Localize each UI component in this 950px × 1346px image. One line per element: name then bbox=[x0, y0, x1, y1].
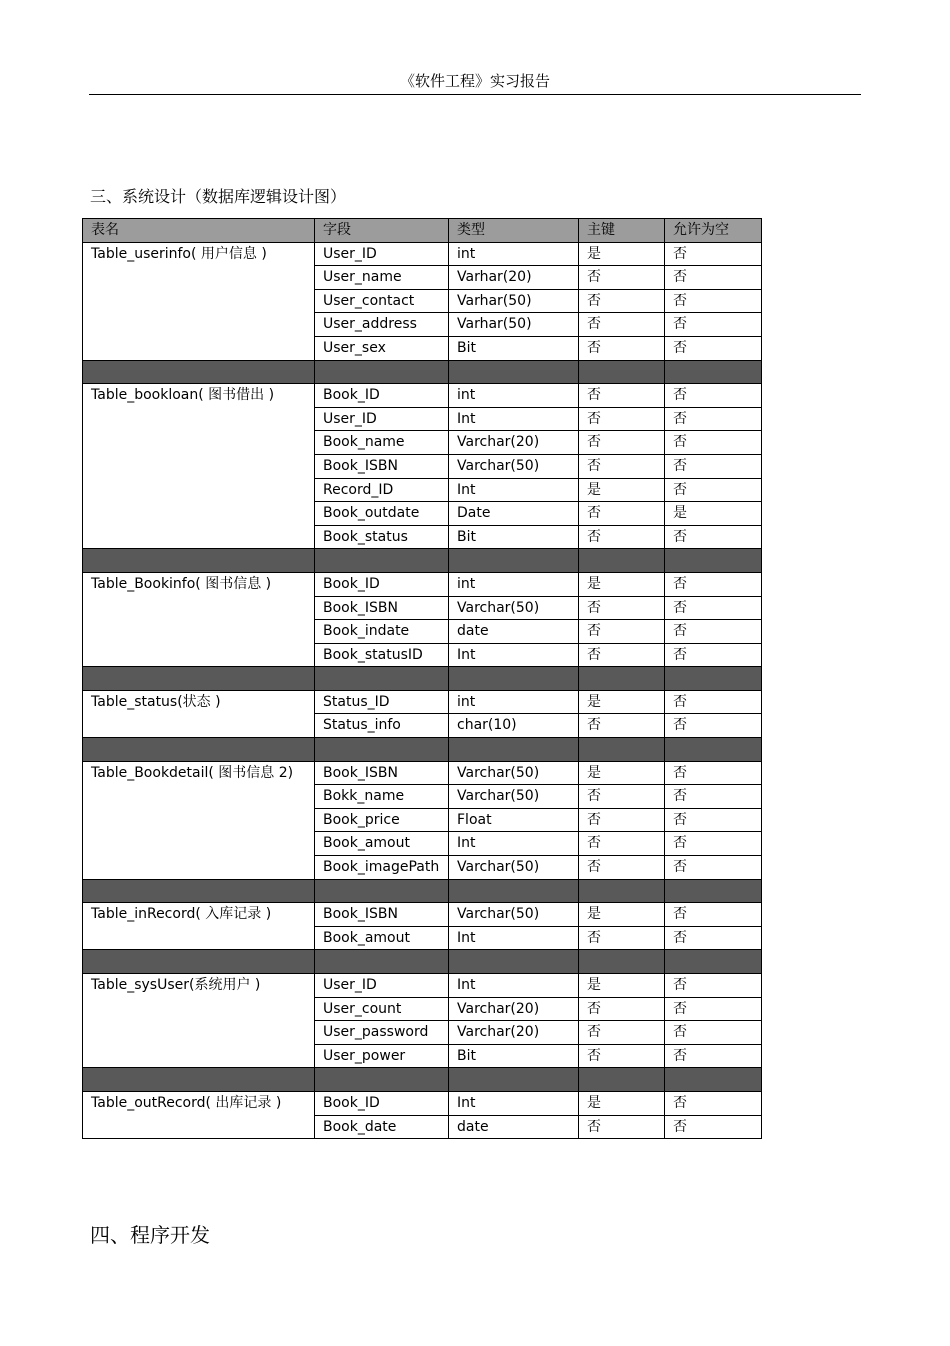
table-row bbox=[83, 572, 762, 596]
type-cell: date bbox=[449, 620, 579, 644]
primary-key-cell: 否 bbox=[579, 431, 665, 455]
primary-key-cell: 是 bbox=[579, 690, 665, 714]
field-cell: User_count bbox=[315, 997, 449, 1021]
type-cell: Int bbox=[449, 478, 579, 502]
table-name-cell: Table_outRecord( 出库记录 ) bbox=[83, 1091, 315, 1138]
type-cell: Int bbox=[449, 926, 579, 950]
section-title-system-design: 三、系统设计（数据库逻辑设计图） bbox=[90, 187, 347, 206]
nullable-cell: 否 bbox=[665, 1091, 762, 1115]
nullable-cell: 否 bbox=[665, 997, 762, 1021]
field-cell: Book_ID bbox=[315, 1091, 449, 1115]
separator-cell bbox=[315, 879, 449, 903]
field-cell: Book_price bbox=[315, 808, 449, 832]
table-separator-row bbox=[83, 1068, 762, 1092]
separator-cell bbox=[665, 360, 762, 384]
table-name-cell: Table_bookloan( 图书借出 ) bbox=[83, 384, 315, 549]
separator-cell bbox=[83, 950, 315, 974]
field-cell: Book_amout bbox=[315, 926, 449, 950]
primary-key-cell: 否 bbox=[579, 289, 665, 313]
primary-key-cell: 否 bbox=[579, 714, 665, 738]
nullable-cell: 否 bbox=[665, 266, 762, 290]
table-header-row bbox=[83, 219, 762, 243]
field-cell: User_sex bbox=[315, 336, 449, 360]
field-cell: Book_name bbox=[315, 431, 449, 455]
table-separator-row bbox=[83, 360, 762, 384]
table-row bbox=[83, 974, 762, 998]
separator-cell bbox=[83, 549, 315, 573]
separator-cell bbox=[579, 360, 665, 384]
field-cell: User_address bbox=[315, 313, 449, 337]
type-cell: int bbox=[449, 384, 579, 408]
primary-key-cell: 否 bbox=[579, 785, 665, 809]
nullable-cell: 否 bbox=[665, 714, 762, 738]
type-cell: Int bbox=[449, 643, 579, 667]
primary-key-cell: 否 bbox=[579, 808, 665, 832]
primary-key-cell: 否 bbox=[579, 502, 665, 526]
table-row bbox=[83, 761, 762, 785]
field-cell: Book_status bbox=[315, 525, 449, 549]
primary-key-cell: 否 bbox=[579, 596, 665, 620]
database-logic-table bbox=[82, 218, 762, 1139]
primary-key-cell: 否 bbox=[579, 997, 665, 1021]
separator-cell bbox=[83, 738, 315, 762]
table-name-cell: Table_userinfo( 用户信息 ) bbox=[83, 242, 315, 360]
table-separator-row bbox=[83, 738, 762, 762]
separator-cell bbox=[579, 667, 665, 691]
nullable-cell: 否 bbox=[665, 313, 762, 337]
table-row bbox=[83, 690, 762, 714]
separator-cell bbox=[449, 1068, 579, 1092]
separator-cell bbox=[83, 1068, 315, 1092]
primary-key-cell: 否 bbox=[579, 407, 665, 431]
field-cell: User_ID bbox=[315, 974, 449, 998]
table-separator-row bbox=[83, 879, 762, 903]
column-header-nullable: 允许为空 bbox=[665, 219, 762, 243]
nullable-cell: 否 bbox=[665, 454, 762, 478]
field-cell: Record_ID bbox=[315, 478, 449, 502]
type-cell: Varchar(50) bbox=[449, 761, 579, 785]
nullable-cell: 否 bbox=[665, 856, 762, 880]
separator-cell bbox=[665, 738, 762, 762]
type-cell: Date bbox=[449, 502, 579, 526]
nullable-cell: 否 bbox=[665, 926, 762, 950]
field-cell: Book_ISBN bbox=[315, 596, 449, 620]
nullable-cell: 否 bbox=[665, 596, 762, 620]
separator-cell bbox=[315, 950, 449, 974]
field-cell: User_ID bbox=[315, 407, 449, 431]
column-header-field: 字段 bbox=[315, 219, 449, 243]
separator-cell bbox=[665, 667, 762, 691]
nullable-cell: 否 bbox=[665, 407, 762, 431]
field-cell: User_power bbox=[315, 1044, 449, 1068]
type-cell: Varchar(50) bbox=[449, 785, 579, 809]
nullable-cell: 否 bbox=[665, 832, 762, 856]
field-cell: Book_ISBN bbox=[315, 903, 449, 927]
nullable-cell: 否 bbox=[665, 808, 762, 832]
field-cell: Book_ISBN bbox=[315, 761, 449, 785]
nullable-cell: 否 bbox=[665, 761, 762, 785]
separator-cell bbox=[315, 360, 449, 384]
column-header-primary-key: 主键 bbox=[579, 219, 665, 243]
separator-cell bbox=[579, 549, 665, 573]
field-cell: Book_ID bbox=[315, 384, 449, 408]
type-cell: Int bbox=[449, 1091, 579, 1115]
type-cell: int bbox=[449, 690, 579, 714]
separator-cell bbox=[579, 1068, 665, 1092]
nullable-cell: 否 bbox=[665, 572, 762, 596]
primary-key-cell: 否 bbox=[579, 620, 665, 644]
primary-key-cell: 是 bbox=[579, 1091, 665, 1115]
table-name-cell: Table_sysUser(系统用户 ) bbox=[83, 974, 315, 1068]
primary-key-cell: 否 bbox=[579, 856, 665, 880]
primary-key-cell: 是 bbox=[579, 761, 665, 785]
field-cell: Book_ID bbox=[315, 572, 449, 596]
primary-key-cell: 否 bbox=[579, 832, 665, 856]
separator-cell bbox=[83, 667, 315, 691]
type-cell: Varhar(50) bbox=[449, 289, 579, 313]
separator-cell bbox=[449, 879, 579, 903]
type-cell: int bbox=[449, 242, 579, 266]
table-separator-row bbox=[83, 950, 762, 974]
type-cell: int bbox=[449, 572, 579, 596]
header-divider bbox=[89, 94, 861, 95]
primary-key-cell: 否 bbox=[579, 1044, 665, 1068]
type-cell: char(10) bbox=[449, 714, 579, 738]
primary-key-cell: 否 bbox=[579, 266, 665, 290]
field-cell: Book_statusID bbox=[315, 643, 449, 667]
table-body bbox=[83, 242, 762, 1139]
primary-key-cell: 否 bbox=[579, 454, 665, 478]
nullable-cell: 否 bbox=[665, 1021, 762, 1045]
separator-cell bbox=[449, 667, 579, 691]
field-cell: Bokk_name bbox=[315, 785, 449, 809]
table-name-cell: Table_Bookdetail( 图书信息 2) bbox=[83, 761, 315, 879]
table-row bbox=[83, 384, 762, 408]
primary-key-cell: 是 bbox=[579, 242, 665, 266]
field-cell: Book_amout bbox=[315, 832, 449, 856]
primary-key-cell: 是 bbox=[579, 572, 665, 596]
field-cell: User_contact bbox=[315, 289, 449, 313]
separator-cell bbox=[83, 879, 315, 903]
primary-key-cell: 是 bbox=[579, 974, 665, 998]
separator-cell bbox=[449, 360, 579, 384]
type-cell: Int bbox=[449, 407, 579, 431]
type-cell: Varhar(20) bbox=[449, 266, 579, 290]
field-cell: Book_indate bbox=[315, 620, 449, 644]
type-cell: Varchar(20) bbox=[449, 997, 579, 1021]
table-separator-row bbox=[83, 549, 762, 573]
nullable-cell: 否 bbox=[665, 242, 762, 266]
separator-cell bbox=[665, 549, 762, 573]
nullable-cell: 否 bbox=[665, 785, 762, 809]
type-cell: Float bbox=[449, 808, 579, 832]
table-name-cell: Table_inRecord( 入库记录 ) bbox=[83, 903, 315, 950]
type-cell: date bbox=[449, 1115, 579, 1139]
nullable-cell: 否 bbox=[665, 336, 762, 360]
separator-cell bbox=[449, 738, 579, 762]
nullable-cell: 否 bbox=[665, 525, 762, 549]
primary-key-cell: 否 bbox=[579, 336, 665, 360]
nullable-cell: 否 bbox=[665, 384, 762, 408]
type-cell: Varhar(50) bbox=[449, 313, 579, 337]
primary-key-cell: 否 bbox=[579, 313, 665, 337]
separator-cell bbox=[665, 950, 762, 974]
field-cell: Book_imagePath bbox=[315, 856, 449, 880]
type-cell: Bit bbox=[449, 525, 579, 549]
primary-key-cell: 是 bbox=[579, 903, 665, 927]
separator-cell bbox=[579, 879, 665, 903]
separator-cell bbox=[315, 738, 449, 762]
column-header-type: 类型 bbox=[449, 219, 579, 243]
field-cell: User_password bbox=[315, 1021, 449, 1045]
nullable-cell: 否 bbox=[665, 620, 762, 644]
nullable-cell: 否 bbox=[665, 289, 762, 313]
type-cell: Varchar(50) bbox=[449, 596, 579, 620]
table-row bbox=[83, 1091, 762, 1115]
nullable-cell: 否 bbox=[665, 478, 762, 502]
type-cell: Int bbox=[449, 832, 579, 856]
nullable-cell: 否 bbox=[665, 431, 762, 455]
separator-cell bbox=[665, 879, 762, 903]
primary-key-cell: 否 bbox=[579, 1115, 665, 1139]
nullable-cell: 否 bbox=[665, 1115, 762, 1139]
field-cell: Status_ID bbox=[315, 690, 449, 714]
type-cell: Varchar(50) bbox=[449, 454, 579, 478]
separator-cell bbox=[449, 950, 579, 974]
primary-key-cell: 否 bbox=[579, 1021, 665, 1045]
separator-cell bbox=[449, 549, 579, 573]
separator-cell bbox=[315, 549, 449, 573]
type-cell: Bit bbox=[449, 336, 579, 360]
nullable-cell: 否 bbox=[665, 643, 762, 667]
table-row bbox=[83, 903, 762, 927]
primary-key-cell: 否 bbox=[579, 384, 665, 408]
field-cell: Book_date bbox=[315, 1115, 449, 1139]
table-separator-row bbox=[83, 667, 762, 691]
field-cell: Book_outdate bbox=[315, 502, 449, 526]
nullable-cell: 否 bbox=[665, 903, 762, 927]
nullable-cell: 否 bbox=[665, 690, 762, 714]
section-title-program-development: 四、程序开发 bbox=[90, 1223, 210, 1247]
table-name-cell: Table_Bookinfo( 图书信息 ) bbox=[83, 572, 315, 666]
table-name-cell: Table_status(状态 ) bbox=[83, 690, 315, 737]
field-cell: User_ID bbox=[315, 242, 449, 266]
primary-key-cell: 否 bbox=[579, 926, 665, 950]
separator-cell bbox=[579, 950, 665, 974]
separator-cell bbox=[665, 1068, 762, 1092]
column-header-table-name: 表名 bbox=[83, 219, 315, 243]
type-cell: Varchar(20) bbox=[449, 1021, 579, 1045]
nullable-cell: 否 bbox=[665, 1044, 762, 1068]
page-header-title: 《软件工程》实习报告 bbox=[399, 72, 550, 90]
primary-key-cell: 是 bbox=[579, 478, 665, 502]
type-cell: Bit bbox=[449, 1044, 579, 1068]
field-cell: Status_info bbox=[315, 714, 449, 738]
table-row bbox=[83, 242, 762, 266]
primary-key-cell: 否 bbox=[579, 525, 665, 549]
nullable-cell: 否 bbox=[665, 974, 762, 998]
field-cell: User_name bbox=[315, 266, 449, 290]
separator-cell bbox=[83, 360, 315, 384]
primary-key-cell: 否 bbox=[579, 643, 665, 667]
separator-cell bbox=[315, 667, 449, 691]
separator-cell bbox=[579, 738, 665, 762]
type-cell: Varchar(50) bbox=[449, 856, 579, 880]
nullable-cell: 是 bbox=[665, 502, 762, 526]
type-cell: Varchar(50) bbox=[449, 903, 579, 927]
separator-cell bbox=[315, 1068, 449, 1092]
field-cell: Book_ISBN bbox=[315, 454, 449, 478]
type-cell: Varchar(20) bbox=[449, 431, 579, 455]
type-cell: Int bbox=[449, 974, 579, 998]
